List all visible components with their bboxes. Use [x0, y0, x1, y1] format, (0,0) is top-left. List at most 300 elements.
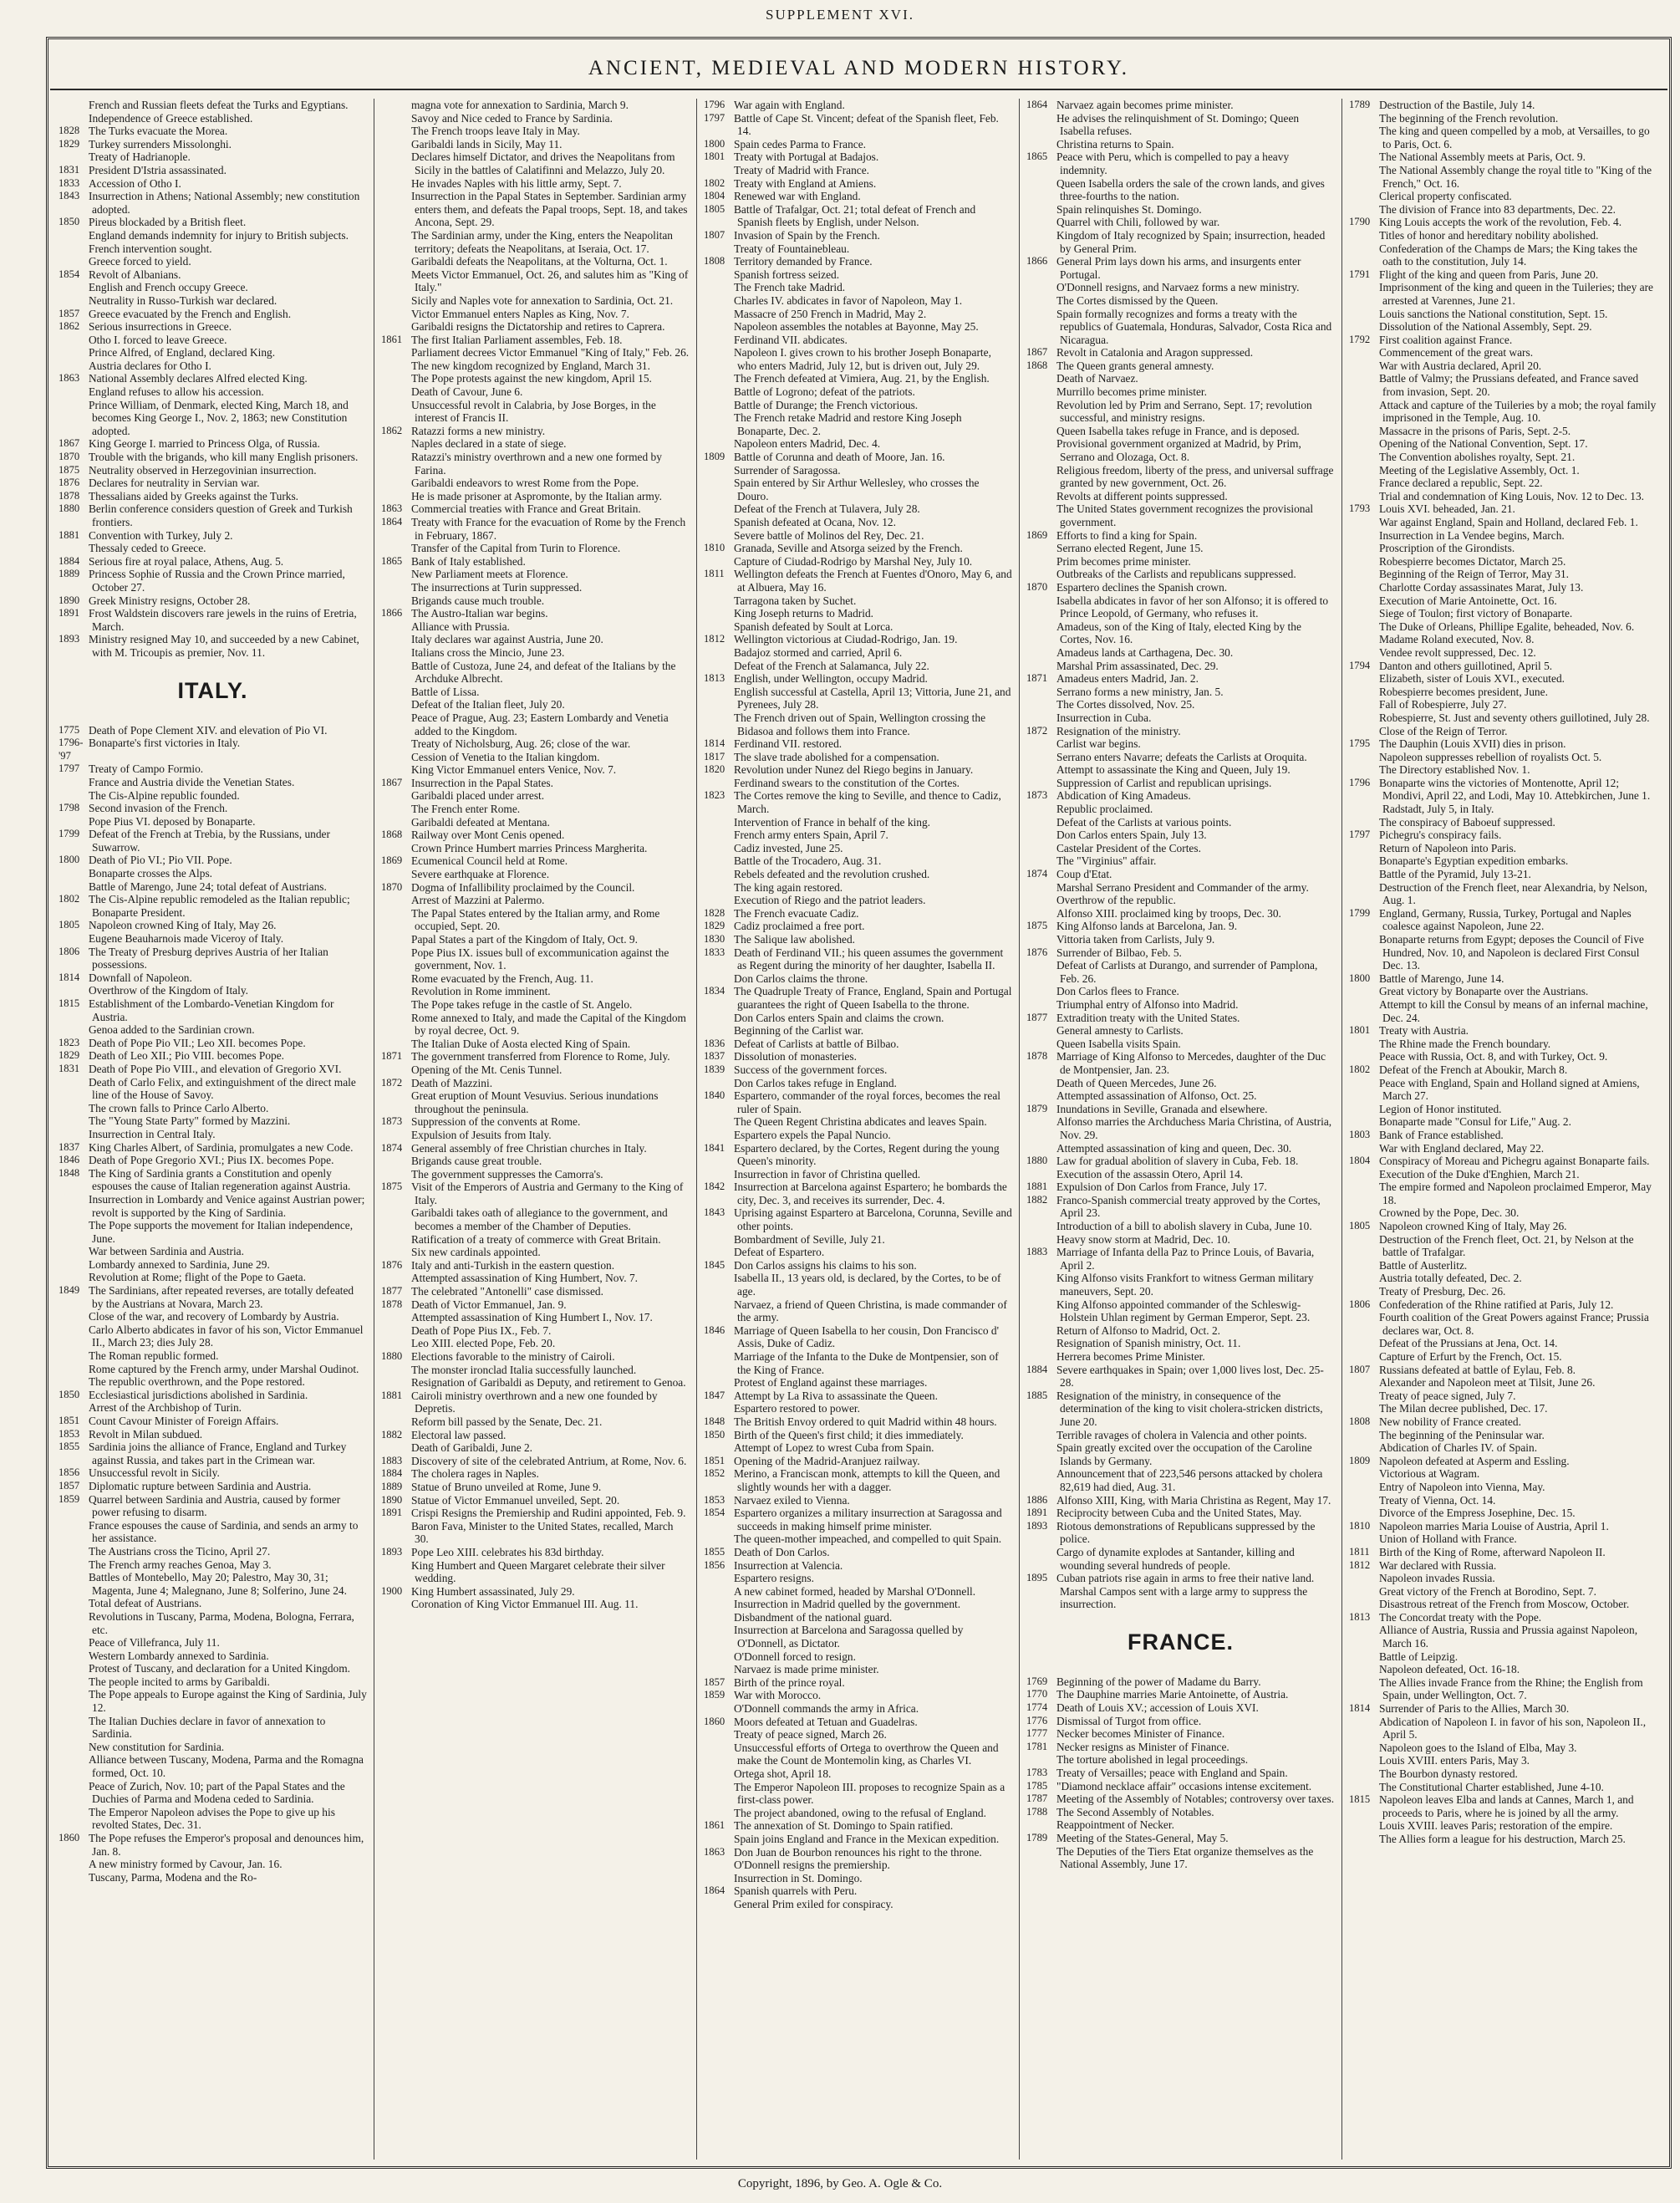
entry-text: Cairoli ministry overthrown and a new one founded by Depretis. [411, 1389, 658, 1415]
entry-year [1026, 854, 1056, 868]
entry-year [381, 255, 411, 268]
history-entry [1349, 308, 1658, 321]
history-entry [704, 1272, 1012, 1298]
entry-text: Amadeus enters Madrid, Jan. 2. [1056, 672, 1199, 686]
entry-text: War with Morocco. [734, 1689, 822, 1702]
history-entry [1349, 346, 1658, 360]
history-entry [704, 1650, 1012, 1664]
entry-text: The Bourbon dynasty restored. [1379, 1767, 1518, 1780]
entry-year [1026, 646, 1056, 660]
entry-text: Austria totally defeated, Dec. 2. [1379, 1272, 1522, 1285]
entry-year: 1878 [381, 1298, 403, 1310]
entry-year [1026, 1089, 1056, 1103]
supplement-label: SUPPLEMENT XVI. [766, 7, 914, 23]
entry-year: 1789 [1349, 99, 1371, 110]
entry-year [1026, 881, 1056, 895]
entry-year [381, 1559, 411, 1585]
entry-year [704, 372, 734, 385]
history-entry [1349, 1115, 1658, 1129]
entry-year: 1864 [1026, 99, 1048, 110]
entry-text: Bonaparte made "Consul for Life," Aug. 2. [1379, 1115, 1571, 1129]
entry-text: The Dauphine marries Marie Antoinette, of Austria. [1056, 1688, 1289, 1701]
entry-year: 1805 [59, 919, 80, 931]
entry-year [381, 138, 411, 151]
entry-year [704, 1807, 734, 1820]
entry-year [704, 308, 734, 321]
history-entry [1026, 1572, 1335, 1611]
entry-text: The crown falls to Prince Carlo Alberto. [89, 1101, 269, 1114]
entry-year [1026, 138, 1056, 151]
entry-text: Confederation of the Rhine ratified at Paris, July 12. [1379, 1298, 1614, 1311]
entry-year: 1791 [1349, 268, 1371, 280]
entry-text: Espartero declines the Spanish crown. [1056, 580, 1228, 594]
entry-text: The Turks evacuate the Morea. [89, 125, 228, 138]
history-entry [59, 1284, 367, 1310]
history-entry [59, 334, 367, 347]
entry-year: 1866 [1026, 255, 1048, 268]
entry-text: Defeat of the French at Aboukir, March 8. [1379, 1063, 1568, 1076]
entry-text: National Assembly declares Alfred elected King. [89, 372, 308, 385]
entry-text: Crispi Resigns the Premiership and Rudini appointed, Feb. 9. [411, 1507, 686, 1520]
entry-year [381, 385, 411, 399]
entry-year [381, 1364, 411, 1377]
history-entry [1026, 1767, 1335, 1780]
history-entry [1026, 1350, 1335, 1364]
entry-text: Resignation of Spanish ministry, Oct. 11. [1056, 1337, 1241, 1350]
entry-year [59, 1193, 89, 1219]
history-entry [1026, 711, 1335, 725]
history-entry [1026, 437, 1335, 463]
entry-text: Attempt of Lopez to wrest Cuba from Spain. [734, 1441, 934, 1455]
entry-year: 1869 [381, 854, 403, 867]
history-entry [59, 802, 367, 815]
entry-year: 1856 [59, 1466, 80, 1479]
entry-text: English successful at Castella, April 13; Vittoria, June 21, and Pyrenees, July 28. [734, 685, 1011, 711]
entry-year: 1813 [1349, 1610, 1371, 1623]
entry-year [704, 1402, 734, 1415]
history-entry [59, 984, 367, 997]
entry-year [59, 1375, 89, 1389]
history-entry [59, 724, 367, 737]
entry-year: 1870 [1026, 580, 1048, 593]
history-entry [59, 1780, 367, 1806]
entry-year [381, 568, 411, 581]
entry-year: 1883 [1026, 1246, 1048, 1258]
entry-text: "Diamond necklace affair" occasions intense excitement. [1056, 1779, 1312, 1792]
entry-text: King Humbert and Queen Margaret celebrate their silver wedding. [411, 1558, 665, 1585]
entry-year [704, 399, 734, 412]
entry-text: Massacre in the prisons of Paris, Sept. 2-5. [1379, 424, 1571, 437]
entry-text: The government transferred from Florence to Rome, July. [411, 1050, 670, 1063]
entry-text: Legion of Honor instituted. [1379, 1102, 1502, 1115]
history-entry [704, 542, 1012, 555]
history-entry [704, 829, 1012, 842]
entry-text: King George I. married to Princess Olga, of Russia. [89, 437, 320, 451]
entry-year: 1787 [1026, 1792, 1048, 1805]
entry-year: 1807 [1349, 1363, 1371, 1375]
entry-text: Insurrection in Central Italy. [89, 1127, 216, 1140]
history-entry [704, 1884, 1012, 1898]
entry-text: Neutrality observed in Herzegovinian insurrection. [89, 463, 317, 477]
entry-year [1349, 607, 1379, 620]
history-entry [704, 1089, 1012, 1115]
entry-text: Destruction of the French fleet, near Alexandria, by Nelson, Aug. 1. [1379, 880, 1647, 907]
history-entry [381, 829, 690, 842]
entry-year [1026, 216, 1056, 229]
history-entry [381, 1376, 690, 1390]
entry-text: War between Sardinia and Austria. [89, 1245, 244, 1258]
entry-text: Vittoria taken from Carlists, July 9. [1056, 933, 1215, 946]
entry-year: 1877 [381, 1285, 403, 1298]
entry-text: The French retake Madrid and restore King Joseph Bonaparte, Dec. 2. [734, 411, 962, 437]
history-entry [1026, 1701, 1335, 1715]
entry-text: The Austro-Italian war begins. [411, 607, 548, 620]
history-entry [1349, 672, 1658, 686]
entry-text: France declared a republic, Sept. 22. [1379, 477, 1543, 490]
history-entry [59, 1258, 367, 1272]
history-entry [59, 1675, 367, 1689]
entry-year: 1885 [1026, 1389, 1048, 1401]
entry-text: The people incited to arms by Garibaldi. [89, 1675, 270, 1688]
entry-year [1026, 568, 1056, 581]
history-entry [59, 1415, 367, 1428]
entry-text: Peace with Peru, which is compelled to pay a heavy indemnity. [1056, 150, 1290, 176]
entry-year [704, 164, 734, 177]
copyright: Copyright, 1896, by Geo. A. Ogle & Co. [737, 2177, 943, 2190]
entry-text: Battle of the Pyramid, July 13-21. [1379, 868, 1531, 881]
entry-text: Granada, Seville and Atsorga seized by the French. [734, 542, 963, 555]
entry-year: 1873 [381, 1115, 403, 1128]
history-entry [1349, 1833, 1658, 1846]
history-entry [1349, 1507, 1658, 1520]
entry-year [381, 1337, 411, 1350]
entry-text: Transfer of the Capital from Turin to Florence. [411, 542, 621, 555]
history-entry [1026, 281, 1335, 294]
entry-text: Capture of Erfurt by the French, Oct. 15. [1379, 1350, 1562, 1363]
entry-year: 1900 [381, 1584, 403, 1597]
entry-year: 1846 [704, 1323, 725, 1336]
history-entry [381, 112, 690, 125]
history-entry [59, 1571, 367, 1597]
entry-text: Dissolution of monasteries. [734, 1050, 857, 1063]
entry-text: Louis XVIII. enters Paris, May 3. [1379, 1754, 1530, 1767]
entry-year [704, 1833, 734, 1846]
entry-year [1026, 698, 1056, 711]
entry-text: The Queen Regent Christina abdicates and leaves Spain. [734, 1115, 987, 1129]
history-entry [381, 868, 690, 881]
entry-year [381, 1246, 411, 1259]
entry-text: King Alfonso appointed commander of the Schleswig-Holstein Uhlan regiment by German Emperor, Sept. 23. [1056, 1298, 1311, 1324]
history-entry [704, 1246, 1012, 1259]
entry-year: 1875 [381, 1181, 403, 1193]
entry-year: 1850 [704, 1428, 725, 1441]
entry-year: 1823 [59, 1036, 80, 1048]
entry-text: Reciprocity between Cuba and the United States, May. [1056, 1507, 1302, 1520]
entry-text: Renewed war with England. [734, 190, 861, 203]
entry-text: The Allies invade France from the Rhine; the English from Spain, under Wellington, Oct. 7. [1379, 1675, 1643, 1702]
entry-text: Surrender of Saragossa. [734, 463, 841, 477]
entry-text: Don Carlos enters Spain, July 13. [1056, 829, 1207, 842]
entry-text: The Cis-Alpine republic founded. [89, 788, 240, 802]
history-entry [704, 320, 1012, 334]
entry-text: Alfonso marries the Archduchess Maria Christina, of Austria, Nov. 29. [1056, 1115, 1332, 1141]
entry-text: Ministry resigned May 10, and succeeded by a new Cabinet, with M. Tricoupis as premier, Nov. 11. [89, 633, 359, 659]
history-entry [1349, 751, 1658, 764]
history-entry [704, 1716, 1012, 1729]
entry-year [704, 1441, 734, 1455]
entry-year [1349, 1181, 1379, 1206]
entry-year [704, 555, 734, 569]
history-entry [1349, 281, 1658, 307]
history-entry [59, 633, 367, 659]
entry-year [59, 789, 89, 803]
entry-year [1349, 229, 1379, 242]
history-entry [59, 99, 367, 112]
history-entry [704, 1833, 1012, 1846]
entry-year: 1814 [59, 971, 80, 983]
entry-text: King Alfonso lands at Barcelona, Jan. 9. [1056, 920, 1238, 933]
entry-year [704, 294, 734, 308]
entry-year [381, 490, 411, 503]
entry-year [1349, 1272, 1379, 1285]
history-entry [1026, 1390, 1335, 1429]
entry-year [704, 1702, 734, 1716]
entry-text: Spanish defeated by Soult at Lorca. [734, 620, 893, 633]
entry-text: Heavy snow storm at Madrid, Dec. 10. [1056, 1232, 1230, 1246]
history-entry [381, 751, 690, 764]
entry-text: The monster ironclad Italia successfully launched. [411, 1363, 637, 1376]
entry-text: Narvaez again becomes prime minister. [1056, 99, 1234, 111]
entry-text: Insurrection in Athens; National Assembly; new constitution adopted. [89, 190, 360, 216]
history-entry [381, 125, 690, 138]
history-entry [381, 360, 690, 373]
history-columns [52, 99, 1665, 2160]
history-entry [1349, 542, 1658, 555]
entry-year [1349, 372, 1379, 398]
entry-text: The first Italian Parliament assembles, Feb. 18. [411, 333, 623, 346]
entry-year: 1800 [59, 854, 80, 866]
history-entry [1026, 1077, 1335, 1090]
entry-year [381, 1598, 411, 1611]
history-entry [1349, 1481, 1658, 1494]
entry-year [1349, 1206, 1379, 1220]
history-entry [704, 1050, 1012, 1063]
entry-text: Destruction of the Bastile, July 14. [1379, 99, 1535, 111]
history-entry [59, 1363, 367, 1376]
entry-text: Spain greatly excited over the occupation of the Caroline Islands by Germany. [1056, 1441, 1312, 1467]
history-entry [1026, 959, 1335, 985]
entry-year: 1841 [704, 1141, 725, 1154]
entry-text: The king again restored. [734, 880, 843, 894]
entry-year [59, 1519, 89, 1545]
entry-year [381, 789, 411, 803]
entry-text: England refuses to allow his accession. [89, 385, 264, 399]
history-entry [704, 516, 1012, 529]
entry-year [59, 1401, 89, 1415]
entry-text: The United States government recognizes the provisional government. [1056, 502, 1314, 528]
entry-year [1026, 842, 1056, 855]
entry-year [704, 502, 734, 516]
history-entry [1349, 1676, 1658, 1702]
entry-year [381, 868, 411, 881]
entry-year [1026, 464, 1056, 490]
entry-year [381, 933, 411, 946]
entry-text: The Austrians cross the Ticino, April 27. [89, 1544, 271, 1558]
entry-text: Narvaez, a friend of Queen Christina, is made commander of the army. [734, 1298, 1007, 1324]
entry-year: 1866 [381, 607, 403, 620]
entry-text: The Queen grants general amnesty. [1056, 359, 1214, 372]
entry-text: The "Virginius" affair. [1056, 854, 1157, 868]
entry-text: The Quadruple Treaty of France, England, Spain and Portugal guarantees the right of Queen Isabella to the throne. [734, 985, 1012, 1011]
history-entry [1026, 1806, 1335, 1819]
entry-text: Battle of the Trocadero, Aug. 31. [734, 854, 882, 868]
entry-year [381, 1415, 411, 1429]
entry-text: Treaty of Fountainebleau. [734, 242, 850, 255]
history-entry [704, 1872, 1012, 1885]
entry-text: The Pope supports the movement for Italian independence, June. [89, 1219, 354, 1245]
entry-text: Beginning of the Carlist war. [734, 1024, 864, 1038]
entry-text: Declares himself Dictator, and drives the Neapolitans from Sicily in the battles of Calatifinni and Melazzo, July 20. [411, 150, 675, 176]
entry-text: Insurrection in the Papal States. [411, 776, 553, 789]
entry-text: Alliance between Tuscany, Modena, Parma and the Romagna formed, Oct. 10. [89, 1753, 364, 1780]
entry-year: 1785 [1026, 1779, 1048, 1792]
entry-year: 1877 [1026, 1011, 1048, 1023]
entry-year: 1878 [1026, 1050, 1048, 1063]
entry-year [1026, 542, 1056, 555]
history-entry [59, 1193, 367, 1219]
entry-year: 1804 [704, 190, 725, 202]
entry-year: 1895 [1026, 1572, 1048, 1584]
entry-year [1026, 998, 1056, 1012]
entry-text: War declared with Russia. [1379, 1558, 1497, 1572]
history-entry [381, 660, 690, 686]
history-entry [1349, 763, 1658, 777]
entry-year [1349, 242, 1379, 268]
entry-text: Treaty with France for the evacuation of Rome by the French in February, 1867. [411, 516, 686, 542]
entry-text: Confederation of the Champs de Mars; the King takes the oath to the constitution, July 14. [1379, 242, 1638, 268]
entry-year [704, 1611, 734, 1624]
entry-text: Frost Waldstein discovers rare jewels in the ruins of Eretria, March. [89, 607, 357, 633]
history-entry [704, 334, 1012, 347]
entry-text: Treaty of Versailles; peace with England and Spain. [1056, 1767, 1288, 1780]
entry-text: Announcement that of 223,546 persons attacked by cholera 82,619 had died, Aug. 31. [1056, 1467, 1323, 1493]
entry-year: 1884 [381, 1467, 403, 1480]
history-entry [381, 150, 690, 176]
section-heading: FRANCE. [1128, 1629, 1234, 1655]
entry-year [381, 308, 411, 321]
entry-text: Garibaldi lands in Sicily, May 11. [411, 137, 563, 150]
entry-text: Napoleon crowned King of Italy, May 26. [89, 919, 277, 932]
entry-year: 1810 [1349, 1519, 1371, 1532]
history-entry [381, 1546, 690, 1559]
entry-text: Bank of Italy established. [411, 554, 526, 568]
history-entry [59, 399, 367, 438]
history-entry [1349, 1716, 1658, 1741]
history-entry [704, 777, 1012, 790]
history-entry [59, 1310, 367, 1323]
entry-year [1026, 502, 1056, 528]
history-entry [1026, 216, 1335, 229]
entry-text: Napoleon marries Maria Louise of Austria, April 1. [1379, 1519, 1609, 1532]
entry-text: Pope Pius IX. issues bull of excommunication against the government, Nov. 1. [411, 946, 669, 972]
entry-text: Death of Pope Pio VII.; Leo XII. becomes Pope. [89, 1036, 306, 1049]
entry-year [1349, 1402, 1379, 1415]
history-entry [1026, 1741, 1335, 1754]
entry-year [1349, 1337, 1379, 1350]
entry-text: Terrible ravages of cholera in Valencia and other points. [1056, 1428, 1307, 1441]
entry-year [381, 646, 411, 660]
entry-year [1349, 203, 1379, 217]
entry-year [59, 776, 89, 789]
history-entry [1349, 816, 1658, 829]
history-entry [704, 1181, 1012, 1206]
entry-text: Revolt in Milan subdued. [89, 1427, 203, 1441]
entry-text: Death of Pio VI.; Pio VII. Pope. [89, 854, 232, 867]
history-entry [1026, 933, 1335, 946]
history-entry [704, 1559, 1012, 1573]
entry-text: Badajoz stormed and carried, April 6. [734, 645, 903, 659]
entry-text: Meets Victor Emmanuel, Oct. 26, and salutes him as "King of Italy." [411, 268, 689, 294]
history-column [52, 99, 374, 2160]
entry-year [1349, 451, 1379, 464]
entry-year [1026, 763, 1056, 777]
history-entry [704, 842, 1012, 855]
history-entry [59, 255, 367, 268]
entry-year [59, 1741, 89, 1754]
entry-year [704, 854, 734, 868]
entry-year: 1789 [1026, 1832, 1048, 1843]
entry-year [1349, 425, 1379, 438]
history-entry [704, 1663, 1012, 1676]
entry-text: Death of Pope Pio VIII., and elevation of Gregorio XVI. [89, 1062, 342, 1075]
entry-year [1349, 1077, 1379, 1103]
history-entry [1026, 789, 1335, 803]
history-entry [1026, 1024, 1335, 1038]
page-title: ANCIENT, MEDIEVAL AND MODERN HISTORY. [588, 57, 1130, 79]
history-entry [704, 1624, 1012, 1650]
history-entry [1026, 399, 1335, 425]
history-entry [1026, 138, 1335, 151]
entry-year: 1774 [1026, 1701, 1048, 1714]
history-entry [1026, 946, 1335, 960]
entry-text: Alexander and Napoleon meet at Tilsit, June 26. [1379, 1376, 1596, 1390]
history-entry [1349, 1285, 1658, 1298]
history-entry [704, 607, 1012, 620]
history-entry [704, 1115, 1012, 1129]
history-entry [59, 594, 367, 608]
history-entry [1349, 1220, 1658, 1233]
entry-year [381, 1376, 411, 1390]
entry-year [59, 229, 89, 242]
entry-text: President D'Istria assassinated. [89, 163, 227, 176]
history-entry [1349, 1063, 1658, 1077]
history-entry [381, 1494, 690, 1507]
entry-text: Dismissal of Turgot from office. [1056, 1714, 1202, 1727]
entry-year [59, 360, 89, 373]
entry-text: France and Austria divide the Venetian States. [89, 775, 295, 788]
entry-year: 1793 [1349, 502, 1371, 515]
history-entry [704, 346, 1012, 372]
entry-text: Marriage of Queen Isabella to her cousin, Don Francisco d' Assis, Duke of Cadiz. [734, 1323, 999, 1350]
entry-year [704, 242, 734, 256]
entry-year: 1831 [59, 1062, 80, 1074]
entry-year: 1876 [1026, 946, 1048, 958]
entry-year [381, 1272, 411, 1285]
history-entry [704, 1206, 1012, 1232]
entry-year [1349, 1716, 1379, 1741]
entry-year: 1823 [704, 789, 725, 802]
history-entry [1349, 568, 1658, 581]
